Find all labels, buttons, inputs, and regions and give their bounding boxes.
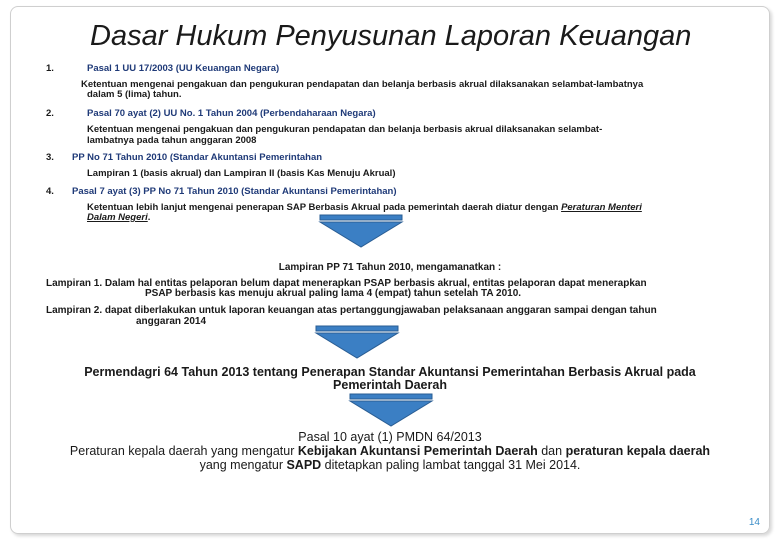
pasal-10-line2 [0, 444, 780, 458]
pasal-10-line3 [0, 458, 780, 472]
lampiran-2-line2: anggaran 2014 [136, 316, 207, 327]
item-4-text-line1 [87, 202, 642, 213]
lampiran-1-line1: Lampiran 1. Dalam hal entitas pelaporan belum dapat menerapkan PSAP berbasis akrual, entitas pelaporan dapat menerapkan [46, 278, 647, 289]
down-arrow-icon [318, 214, 404, 248]
item-2-heading: Pasal 70 ayat (2) UU No. 1 Tahun 2004 (Perbendaharaan Negara) [87, 108, 376, 119]
item-3-number: 3. [46, 152, 54, 163]
lampiran-1-line2: PSAP berbasis kas menuju akrual paling lama 4 (empat) tahun setelah TA 2010. [145, 288, 522, 299]
permendagri-line2: Pemerintah Daerah [333, 378, 447, 392]
item-2-text-line1: Ketentuan mengenai pengakuan dan pengukuran pendapatan dan belanja berbasis akrual dilaksanakan selambat- [87, 124, 603, 135]
item-4-text-suffix: . [147, 212, 151, 223]
item-2-number: 2. [46, 108, 54, 119]
peraturan-menteri-link[interactable]: Peraturan Menteri [561, 202, 642, 213]
slide-title: Dasar Hukum Penyusunan Laporan Keuangan [90, 20, 692, 52]
lampiran-2-line1: Lampiran 2. dapat diberlakukan untuk laporan keuangan atas pertanggungjawaban pelaksanaan anggaran sampai dengan tahun [46, 305, 657, 316]
pasal-10-peraturan: peraturan kepala daerah [565, 444, 711, 458]
lampiran-heading: Lampiran PP 71 Tahun 2010, mengamanatkan : [278, 262, 502, 273]
permendagri-text [0, 366, 780, 392]
item-1-number: 1. [46, 63, 54, 74]
page-number: 14 [748, 517, 760, 528]
pasal-10-sapd: SAPD [286, 458, 322, 472]
item-1-text-line1: Ketentuan mengenai pengakuan dan pengukuran pendapatan dan belanja berbasis akrual dilaksanakan selambat-lambatnya [81, 79, 644, 90]
down-arrow-icon [348, 393, 434, 427]
item-2-text-line2: lambatnya pada tahun anggaran 2008 [87, 135, 257, 146]
pasal-10-line2-c: dan [537, 444, 566, 458]
down-arrow-icon [314, 325, 400, 359]
pasal-10-line1: Pasal 10 ayat (1) PMDN 64/2013 [298, 430, 482, 444]
pasal-10-line3-c: ditetapkan paling lambat tanggal 31 Mei 2014. [321, 458, 581, 472]
pasal-10-kebijakan: Kebijakan Akuntansi Pemerintah Daerah [297, 444, 538, 458]
pasal-10-block [0, 430, 780, 472]
item-4-heading: Pasal 7 ayat (3) PP No 71 Tahun 2010 (Standar Akuntansi Pemerintahan) [72, 186, 397, 197]
item-1-text-line2: dalam 5 (lima) tahun. [87, 89, 182, 100]
dalam-negeri-link[interactable]: Dalam Negeri [87, 212, 148, 223]
item-1-heading: Pasal 1 UU 17/2003 (UU Keuangan Negara) [87, 63, 280, 74]
item-4-text-line2 [87, 212, 150, 223]
item-4-text-prefix: Ketentuan lebih lanjut mengenai penerapan SAP Berbasis Akrual pada pemerintah daerah diatur dengan [87, 202, 562, 213]
item-3-text-line1: Lampiran 1 (basis akrual) dan Lampiran II (basis Kas Menuju Akrual) [87, 168, 396, 179]
item-3-heading: PP No 71 Tahun 2010 (Standar Akuntansi Pemerintahan [72, 152, 323, 163]
pasal-10-line2-a: Peraturan kepala daerah yang mengatur [69, 444, 298, 458]
pasal-10-line3-a: yang mengatur [199, 458, 287, 472]
permendagri-line1: Permendagri 64 Tahun 2013 tentang Penerapan Standar Akuntansi Pemerintahan Berbasis Akrual pada [84, 365, 696, 379]
item-4-number: 4. [46, 186, 54, 197]
